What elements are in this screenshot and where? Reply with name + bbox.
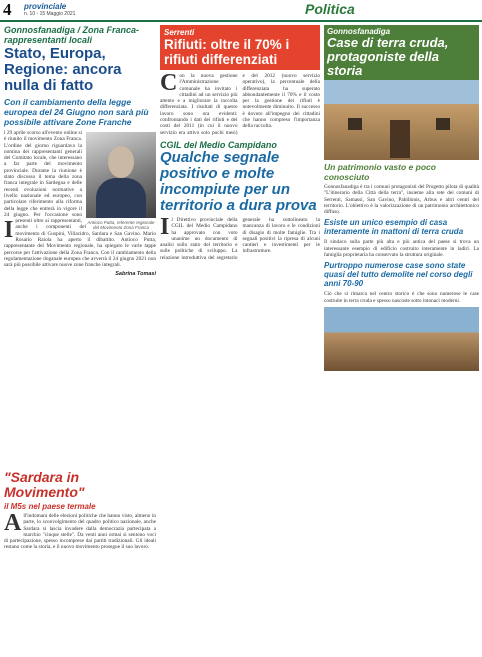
article-title: Case di terra cruda, protagoniste della storia [327,35,449,78]
article-deck: Con il cambiamento della legge europea del 24 Giugno non sarà più possibile attivare Zone Franche [4,97,149,127]
page-header [0,0,482,22]
article-title: Rifiuti: oltre il 70% i rifiuti differenziati [164,37,290,67]
article-terra-cruda [324,25,479,371]
article-sardara [4,470,156,551]
article-body: I l 29 aprile scorso all'evento online si è riunito il movimento Zona Franca. L'ordine del giorno riguardava la nomina dei rappresentanti generali del Comitato locale, che interessano a far parte del movimento provinciale. Durante la riunione è stato discusso il tema della zona franca integrale in Sardegna e delle recenti evoluzioni normative a livello nazionale ed europeo, con particolare riferimento alla riforma della legge che entrerà in vigore il 24 giugno. Per l'occasione sono presenti oltre ai rappresentanti, anche i componenti del movimento di Guspini, Villacidro, Sardara e San Gavino. Mario Rosario Raiola ha aperto il dibattito. Antioco Putta, rappresentante del Movimento regionale, ha spiegato le varie tappe percorse per l'attivazione della Zona Franca. Con il cambiamento della regolamentazione doganale europea che avverrà il 24 giugno 2021 non sarà più possibile attivare nuove zone franche integrali. [4,130,156,269]
article-signature: Sabrina Tomasi [115,270,156,277]
article-title: Stato, Europa, Regione: ancora nulla di fatto [4,45,122,94]
article-body: All'indomani delle elezioni politiche che hanno visto, almeno in parte, lo sconvolgimento del quadro politico nazionale, anche Sardara si lascia invadere dalla democrazia partecipata a marchio "cinque stelle". Da venti anni ormai si sentono voci di partecipazione, spesso incomprese dai partiti tradizionali. Gli ideali restano come la storia, e il nuovo movimento prosegue il suo lavoro. [4,510,156,551]
article-title-cgil: Qualche segnale positivo e molte incompiute per un territorio a dura prova [160,148,317,214]
article-subheading-2: Purtroppo numerose case sono state quasi del tutto demolite nel corso degli anni 70-90 [324,261,473,289]
article-banner [324,25,479,80]
dropcap: I [4,217,14,243]
article-subheading: Esiste un unico esempio di casa interamente in mattoni di terra cruda [324,218,464,237]
article-title: "Sardara in Movimento" [4,469,85,500]
dropcap: C [160,70,178,96]
article-body-2: Il sindaco sulla parte più alta e più antica del paese si trova un interessante esempio di edificio costruito interamente in ladiri. La famiglia proprietaria ha conservato la struttura originale. [324,239,479,259]
article-kicker-cgil: CGIL del Medio Campidano [160,139,277,150]
page-number: 4 [3,0,12,19]
issue-date: n. 10 - 15 Maggio 2021 [24,11,76,17]
article-rifiuti [160,25,320,261]
house-photo [324,80,479,160]
photo-caption: Antioco Putta, referente regionale del Movimento Zona Franca [87,220,155,230]
article-kicker: Gonnosfanadiga / Zona Franca-rappresentanti locali [4,25,140,45]
article-subtitle: il M5s nel paese termale [4,502,96,511]
dropcap: A [4,510,22,536]
article-body: Con la nuova gestione l'Amministrazione comunale ha invitato i cittadini ad un servizio più attento e a migliorare la raccolta differenziata. I risultati di questo lavoro sono ora evidenti: confrontando i dati dei rifiuti e dei costi del 2011 (in cui il nuovo servizio era attivo solo pochi mesi) e del 2012 (nuovo servizio operativo), la percentuale della differenziata ha superato abbondantemente il 70% e il costo per la gestione dei rifiuti è notevolmente diminuito. Il successo è dovuto all'impegno dei cittadini che hanno compreso l'importanza della raccolta. [160,70,320,136]
dropcap: I [160,213,170,240]
photo-caption: Un patrimonio vasto e poco conosciuto [324,162,436,182]
newspaper-logo: provinciale [24,2,67,11]
street-photo [324,307,479,371]
section-title: Politica [305,1,355,17]
portrait-photo [86,132,156,218]
article-body-3: Ciò che si rimarca nel centro storico è che sono numerose le case costruite in terra cruda e spesso nascoste sotto intonaci moderni. [324,291,479,304]
article-banner [160,25,320,70]
article-body: Gonnosfanadiga è tra i comuni protagonisti del Progetto pilota di qualità "L'itinerario della Città della terra", insieme alla rete dei comuni di Serrenti, Samassi, San Gavino, Pabillonis, Arbus e altri centri del territorio. L'obiettivo è la valorizzazione di un patrimonio architettonico diffuso. [324,184,479,216]
article-body-cgil: Il Direttivo provinciale della CGIL del Medio Campidano ha approvato con voto unanime un documento di analisi sullo stato del territorio e sulle politiche di sviluppo. La relazione introduttiva del segretario generale ha sottolineato la mancanza di lavoro e le condizioni di disagio di molte famiglie. Tra i segnali positivi la ripresa di alcuni cantieri e investimenti per le infrastrutture. [160,213,320,261]
article-zona-franca [4,25,156,277]
article-kicker: Gonnosfanadiga [327,27,391,36]
article-kicker: Serrenti [164,28,195,37]
